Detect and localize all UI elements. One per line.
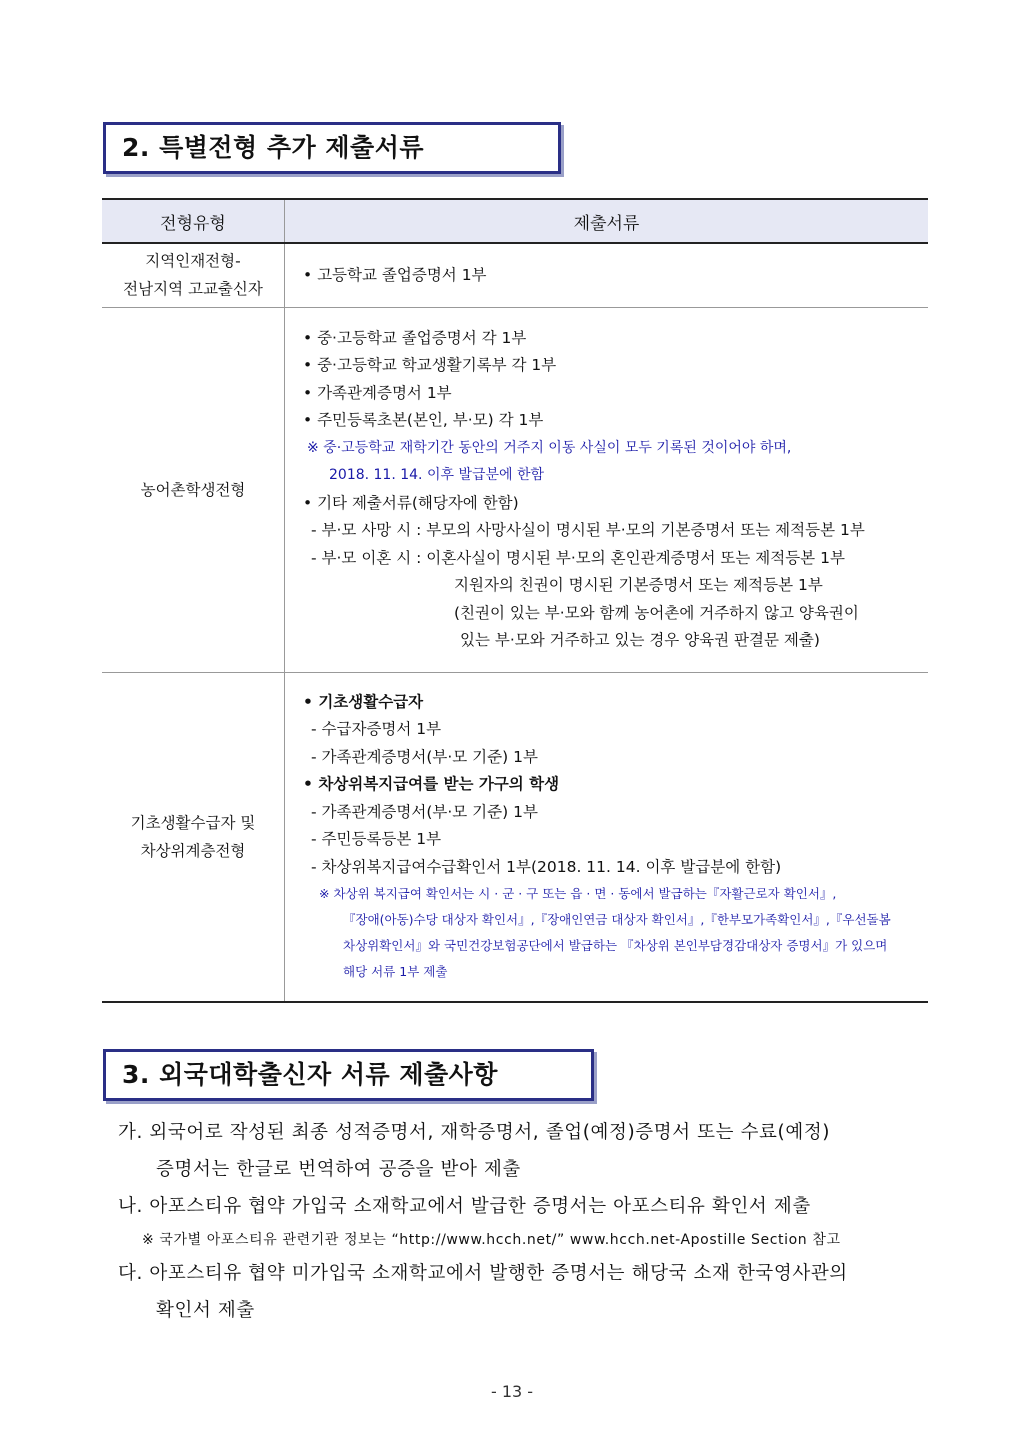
doc-item: • 고등학교 졸업증명서 1부: [303, 262, 928, 290]
doc-group-heading: • 기초생활수급자: [303, 689, 928, 717]
table-header-row: [102, 199, 928, 243]
doc-item: • 가족관계증명서 1부: [303, 380, 928, 408]
doc-sub-item: - 부·모 이혼 시 : 이혼사실이 명시된 부·모의 혼인관계증명서 또는 제적등본 1부: [311, 548, 845, 567]
doc-sub-item: - 수급자증명서 1부: [311, 720, 442, 738]
instruction-item-ga: 가. 외국어로 작성된 최종 성적증명서, 재학증명서, 졸업(예정)증명서 또는 수료(예정): [118, 1122, 831, 1143]
type-line: 기초생활수급자 및: [130, 813, 256, 832]
instruction-item-da: 다. 아포스티유 협약 미가입국 소재학교에서 발행한 증명서는 해당국 소재 한국영사관의: [118, 1263, 848, 1284]
welfare-note: ※ 차상위 복지급여 확인서는 시 · 군 · 구 또는 읍 · 면 · 동에서 발급하는『자활근로자 확인서』,: [319, 886, 837, 901]
section-3-title: 3. 외국대학출신자 서류 제출사항: [103, 1049, 594, 1101]
header-documents: 제출서류: [285, 199, 929, 243]
type-line: 농어촌학생전형: [140, 480, 246, 499]
doc-item: • 중·고등학교 학교생활기록부 각 1부: [303, 352, 928, 380]
type-line: 지역인재전형-: [145, 252, 241, 271]
row-type-rural: [102, 307, 285, 672]
special-admission-documents-table: [102, 198, 928, 1003]
doc-group-heading: • 차상위복지급여를 받는 가구의 학생: [303, 771, 928, 799]
foreign-graduate-instructions: [118, 1114, 928, 1329]
type-line: 전남지역 고교출신자: [123, 280, 263, 299]
row-type-regional: [102, 243, 285, 307]
doc-item: • 주민등록초본(본인, 부·모) 각 1부: [303, 407, 928, 435]
doc-sub-item: - 부·모 사망 시 : 부모의 사망사실이 명시된 부·모의 기본증명서 또는 제적등본 1부: [311, 521, 865, 539]
instruction-item-da-cont: 확인서 제출: [156, 1300, 255, 1321]
header-admission-type: 전형유형: [102, 199, 285, 243]
doc-sub-item: - 차상위복지급여수급확인서 1부(2018. 11. 14. 이후 발급분에 한함): [311, 857, 782, 876]
instruction-item-ga-cont: 증명서는 한글로 번역하여 공증을 받아 제출: [156, 1159, 521, 1180]
table-row: [102, 672, 928, 1002]
apostille-reference-note: ※ 국가별 아포스티유 관련기관 정보는 “http://www.hcch.net/” www.hcch.net-Apostille Section 참고: [142, 1232, 841, 1248]
doc-item: • 기타 제출서류(해당자에 한함): [303, 490, 928, 518]
welfare-note-cont: 『장애(아동)수당 대상자 확인서』,『장애인연금 대상자 확인서』,『한부모가족확인서』,『우선돌봄: [343, 912, 891, 927]
row-docs-rural: [285, 307, 929, 672]
page-number: - 13 -: [490, 1382, 534, 1401]
section-2-title: 2. 특별전형 추가 제출서류: [103, 122, 561, 174]
doc-sub-item: - 주민등록등본 1부: [311, 830, 442, 848]
residence-note-cont: 2018. 11. 14. 이후 발급분에 한함: [329, 467, 545, 483]
doc-sub-item-cont: 있는 부·모와 거주하고 있는 경우 양육권 판결문 제출): [460, 631, 820, 649]
doc-sub-item-cont: (친권이 있는 부·모와 함께 농어촌에 거주하지 않고 양육권이: [454, 603, 859, 622]
doc-item: • 중·고등학교 졸업증명서 각 1부: [303, 325, 928, 353]
row-docs-regional: [285, 243, 929, 307]
table-row: [102, 243, 928, 307]
doc-sub-item: - 가족관계증명서(부·모 기준) 1부: [311, 802, 538, 821]
residence-note: ※ 중·고등학교 재학기간 동안의 거주지 이동 사실이 모두 기록된 것이어야 하며,: [307, 439, 792, 456]
welfare-note-cont: 차상위확인서』와 국민건강보험공단에서 발급하는 『차상위 본인부담경감대상자 증명서』가 있으며: [343, 938, 888, 953]
instruction-item-na: 나. 아포스티유 협약 가입국 소재학교에서 발급한 증명서는 아포스티유 확인서 제출: [118, 1196, 811, 1217]
doc-sub-item: - 가족관계증명서(부·모 기준) 1부: [311, 747, 538, 766]
row-type-low-income: [102, 672, 285, 1002]
doc-sub-item-cont: 지원자의 친권이 명시된 기본증명서 또는 제적등본 1부: [454, 576, 823, 594]
type-line: 차상위계층전형: [140, 841, 246, 860]
table-row: [102, 307, 928, 672]
row-docs-low-income: [285, 672, 929, 1002]
welfare-note-cont: 해당 서류 1부 제출: [343, 964, 448, 979]
